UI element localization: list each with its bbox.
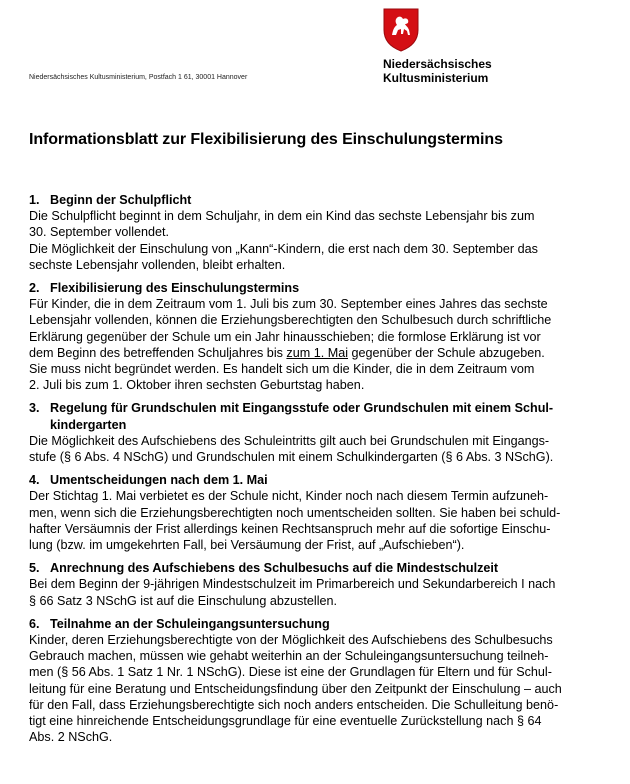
section-4 — [29, 472, 599, 553]
section-heading — [29, 560, 599, 576]
section-title — [50, 400, 599, 432]
section-number: 4. — [29, 473, 40, 488]
text-line: § 66 Satz 3 NSchG ist auf die Einschulung abzustellen. — [29, 593, 338, 608]
section-number: 5. — [29, 561, 40, 576]
text-line: Der Stichtag 1. Mai verbietet es der Schule nicht, Kinder noch nach diesem Termin aufzuneh- — [29, 489, 549, 504]
section-text — [29, 576, 599, 608]
text-line: Die Möglichkeit der Einschulung von „Kann“-Kindern, die erst nach dem 30. September das — [29, 241, 538, 256]
section-heading — [29, 400, 599, 432]
text-line: tigt eine hinreichende Entscheidungsgrundlage für eine eventuelle Zurückstellung nach § 64 — [29, 714, 542, 729]
section-text — [29, 632, 599, 745]
text-line: Die Schulpflicht beginnt in dem Schuljahr, in dem ein Kind das sechste Lebensjahr bis zum — [29, 209, 535, 224]
section-number: 6. — [29, 616, 40, 631]
section-heading — [29, 280, 599, 296]
text-line: 30. September vollendet. — [29, 225, 170, 240]
section-heading — [29, 472, 599, 488]
text-line: Bei dem Beginn der 9-jährigen Mindestschulzeit im Primarbereich und Sekundarbereich I nach — [29, 577, 556, 592]
text-line: lung (bzw. im umgekehrten Fall, bei Versäumung der Frist, auf „Aufschieben“). — [29, 538, 465, 553]
section-text — [29, 208, 599, 273]
section-text — [29, 433, 599, 465]
section-text — [29, 488, 599, 553]
section-heading — [29, 616, 599, 632]
section-heading — [29, 192, 599, 208]
text-line: für den Fall, dass Erziehungsberechtigte sich noch anders entscheiden. Die Schulleitung benö- — [29, 697, 559, 712]
text-line: Gebrauch machen, müssen wie gehabt weiterhin an der Schuleingangsuntersuchung teilneh- — [29, 649, 549, 664]
section-3 — [29, 400, 599, 465]
section-1 — [29, 192, 599, 273]
ministry-name — [383, 57, 492, 85]
section-number: 2. — [29, 281, 40, 296]
text-line: hafter Versäumnis der Frist allerdings keinen Rechtsanspruch mehr auf die sofortige Einschu- — [29, 521, 551, 536]
text-line: sechste Lebensjahr vollenden, bleibt erhalten. — [29, 257, 286, 272]
section-title: Umentscheidungen nach dem 1. Mai — [50, 473, 268, 488]
section-title: Anrechnung des Aufschiebens des Schulbesuchs auf die Mindestschulzeit — [50, 561, 499, 576]
text-line: Kinder, deren Erziehungsberechtigte von der Möglichkeit des Aufschiebens des Schulbesuchs — [29, 633, 553, 648]
ministry-name-line2: Kultusministerium — [383, 71, 489, 85]
text-fragment: dem Beginn des betreffenden Schuljahres bis — [29, 345, 287, 360]
section-text — [29, 296, 599, 393]
section-number: 1. — [29, 193, 40, 207]
section-title-line2: kindergarten — [50, 417, 127, 432]
section-2 — [29, 280, 599, 393]
text-line: Für Kinder, die in dem Zeitraum vom 1. Juli bis zum 30. September eines Jahres das sechste — [29, 297, 548, 312]
lower-saxony-crest-icon — [383, 8, 419, 52]
document-body — [29, 192, 599, 753]
text-line: Lebensjahr vollenden, können die Erziehungsberechtigten den Schulbesuch durch schriftliche — [29, 313, 552, 328]
document-title: Informationsblatt zur Flexibilisierung des Einschulungstermins — [29, 131, 503, 148]
section-title: Teilnahme an der Schuleingangsuntersuchung — [50, 616, 330, 631]
text-fragment: gegenüber der Schule abzugeben. — [348, 345, 545, 360]
text-line: Abs. 2 NSchG. — [29, 730, 113, 745]
section-title: Flexibilisierung des Einschulungstermins — [50, 281, 300, 296]
section-title: Beginn der Schulpflicht — [50, 193, 192, 207]
section-6 — [29, 616, 599, 746]
text-line: Die Möglichkeit des Aufschiebens des Schuleintritts gilt auch bei Grundschulen mit Eingangs- — [29, 433, 550, 448]
text-line: leitung für eine Beratung und Entscheidungsfindung über den Zeitpunkt der Einschulung – auch — [29, 681, 562, 696]
text-line-with-deadline — [29, 345, 599, 361]
section-5 — [29, 560, 599, 609]
section-number: 3. — [29, 401, 40, 416]
text-line: 2. Juli bis zum 1. Oktober ihren sechsten Geburtstag haben. — [29, 378, 365, 393]
deadline-underlined: zum 1. Mai — [286, 345, 349, 360]
text-line: Sie muss nicht begründet werden. Es handelt sich um die Kinder, die in dem Zeitraum vom — [29, 362, 535, 377]
text-line: men, wenn sich die Erziehungsberechtigten noch umentscheiden sollten. Sie haben bei schuld- — [29, 505, 561, 520]
sender-address: Niedersächsisches Kultusministerium, Postfach 1 61, 30001 Hannover — [29, 74, 248, 81]
section-title-line1: Regelung für Grundschulen mit Eingangsstufe oder Grundschulen mit einem Schul- — [50, 401, 554, 416]
text-line: stufe (§ 6 Abs. 4 NSchG) und Grundschulen mit einem Schulkindergarten (§ 6 Abs. 3 NSchG). — [29, 450, 554, 465]
text-line: Erklärung gegenüber der Schule um ein Jahr hinausschieben; die formlose Erklärung ist vor — [29, 329, 541, 344]
ministry-name-line1: Niedersächsisches — [383, 57, 492, 71]
text-line: men (§ 56 Abs. 1 Satz 1 Nr. 1 NSchG). Diese ist eine der Grundlagen für Eltern und für Schul- — [29, 665, 552, 680]
